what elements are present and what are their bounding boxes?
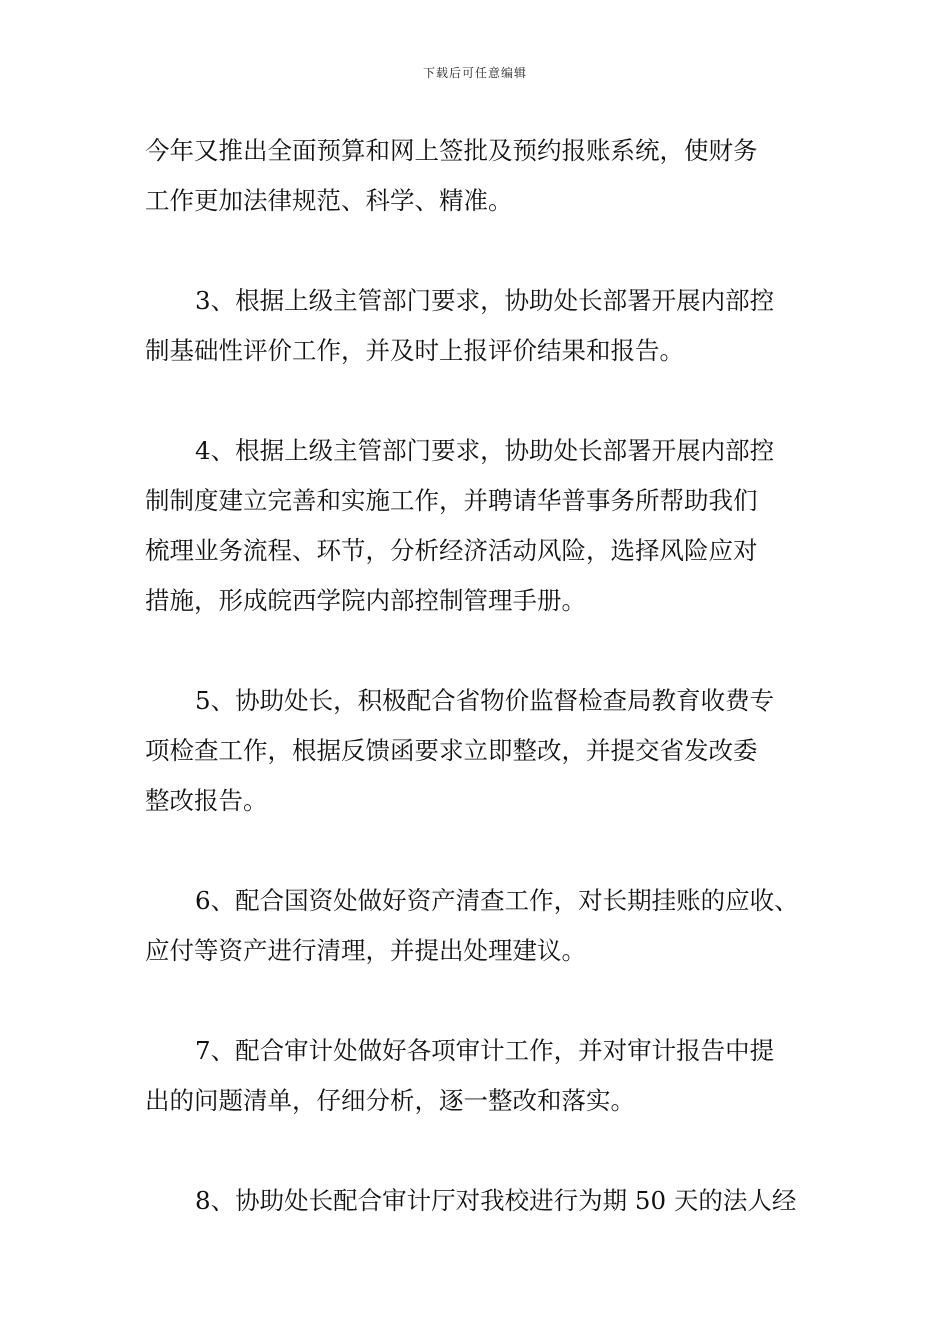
- paragraph-line: 应付等资产进行清理，并提出处理建议。: [145, 936, 586, 965]
- document-body: [145, 126, 815, 1276]
- paragraph-line: 4、根据上级主管部门要求，协助处长部署开展内部控: [195, 436, 775, 465]
- paragraph-line: 制基础性评价工作，并及时上报评价结果和报告。: [145, 336, 684, 365]
- paragraph-line: 今年又推出全面预算和网上签批及预约报账系统，使财务: [145, 136, 758, 165]
- paragraph-line: 工作更加法律规范、科学、精准。: [145, 186, 513, 215]
- paragraph-line: 8、协助处长配合审计厅对我校进行为期 50 天的法人经: [195, 1186, 797, 1215]
- paragraph-line: 制制度建立完善和实施工作，并聘请华普事务所帮助我们: [145, 486, 758, 515]
- paragraph-item-5: [145, 676, 815, 826]
- paragraph-item-8: [145, 1176, 815, 1226]
- paragraph-line: 3、根据上级主管部门要求，协助处长部署开展内部控: [195, 286, 775, 315]
- paragraph-line: 7、配合审计处做好各项审计工作，并对审计报告中提: [195, 1036, 775, 1065]
- paragraph-item-3: [145, 276, 815, 376]
- paragraph-item-6: [145, 876, 815, 976]
- paragraph-line: 6、配合国资处做好资产清查工作，对长期挂账的应收、: [195, 886, 799, 915]
- paragraph-item-4: [145, 426, 815, 626]
- page-header: 下载后可任意编辑: [422, 66, 527, 80]
- paragraph-line: 梳理业务流程、环节，分析经济活动风险，选择风险应对: [145, 536, 758, 565]
- paragraph-1: [145, 126, 815, 226]
- paragraph-item-7: [145, 1026, 815, 1126]
- paragraph-line: 5、协助处长，积极配合省物价监督检查局教育收费专: [195, 686, 775, 715]
- paragraph-line: 出的问题清单，仔细分析，逐一整改和落实。: [145, 1086, 635, 1115]
- paragraph-line: 措施，形成皖西学院内部控制管理手册。: [145, 586, 586, 615]
- paragraph-line: 整改报告。: [145, 786, 268, 815]
- paragraph-line: 项检查工作，根据反馈函要求立即整改，并提交省发改委: [145, 736, 758, 765]
